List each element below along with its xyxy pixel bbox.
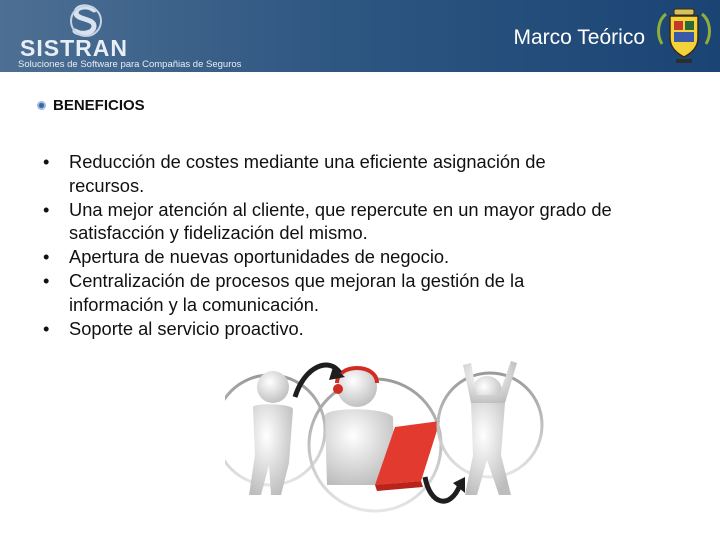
section-heading — [37, 97, 145, 114]
bullet-icon: • — [43, 198, 50, 220]
list-item — [40, 317, 680, 341]
section-bullet-icon — [37, 101, 46, 110]
list-item-text: Centralización de procesos que mejoran la gestión de la — [69, 269, 525, 291]
section-title: BENEFICIOS — [53, 97, 145, 114]
list-item-text-cont: recursos. — [69, 174, 145, 196]
list-item-text: Soporte al servicio proactivo. — [69, 317, 304, 339]
list-item-text-cont: información y la comunicación. — [69, 293, 319, 315]
list-item — [40, 198, 680, 246]
bullet-icon: • — [43, 246, 50, 268]
list-item — [40, 150, 680, 198]
bullet-icon: • — [43, 317, 50, 339]
bullet-icon: • — [43, 151, 50, 172]
list-item — [40, 269, 680, 317]
benefits-list — [40, 150, 680, 340]
list-item-text: Apertura de nuevas oportunidades de negocio. — [69, 246, 450, 268]
page-title: Marco Teórico — [513, 26, 645, 49]
customer-service-figures-icon — [225, 345, 545, 535]
list-item-text: Reducción de costes mediante una eficiente asignación de — [69, 151, 546, 172]
sistran-logo — [14, 4, 264, 70]
logo-tagline: Soluciones de Software para Compañias de Seguros — [18, 59, 242, 70]
sistran-swirl-icon — [64, 4, 108, 38]
bullet-icon: • — [43, 269, 50, 291]
list-item-text: Una mejor atención al cliente, que repercute en un mayor grado de — [69, 198, 612, 220]
university-crest-icon — [652, 4, 716, 68]
list-item — [40, 245, 680, 269]
header-bar — [0, 0, 720, 72]
logo-wordmark: SISTRAN — [20, 35, 128, 61]
list-item-text-cont: satisfacción y fidelización del mismo. — [69, 222, 368, 244]
